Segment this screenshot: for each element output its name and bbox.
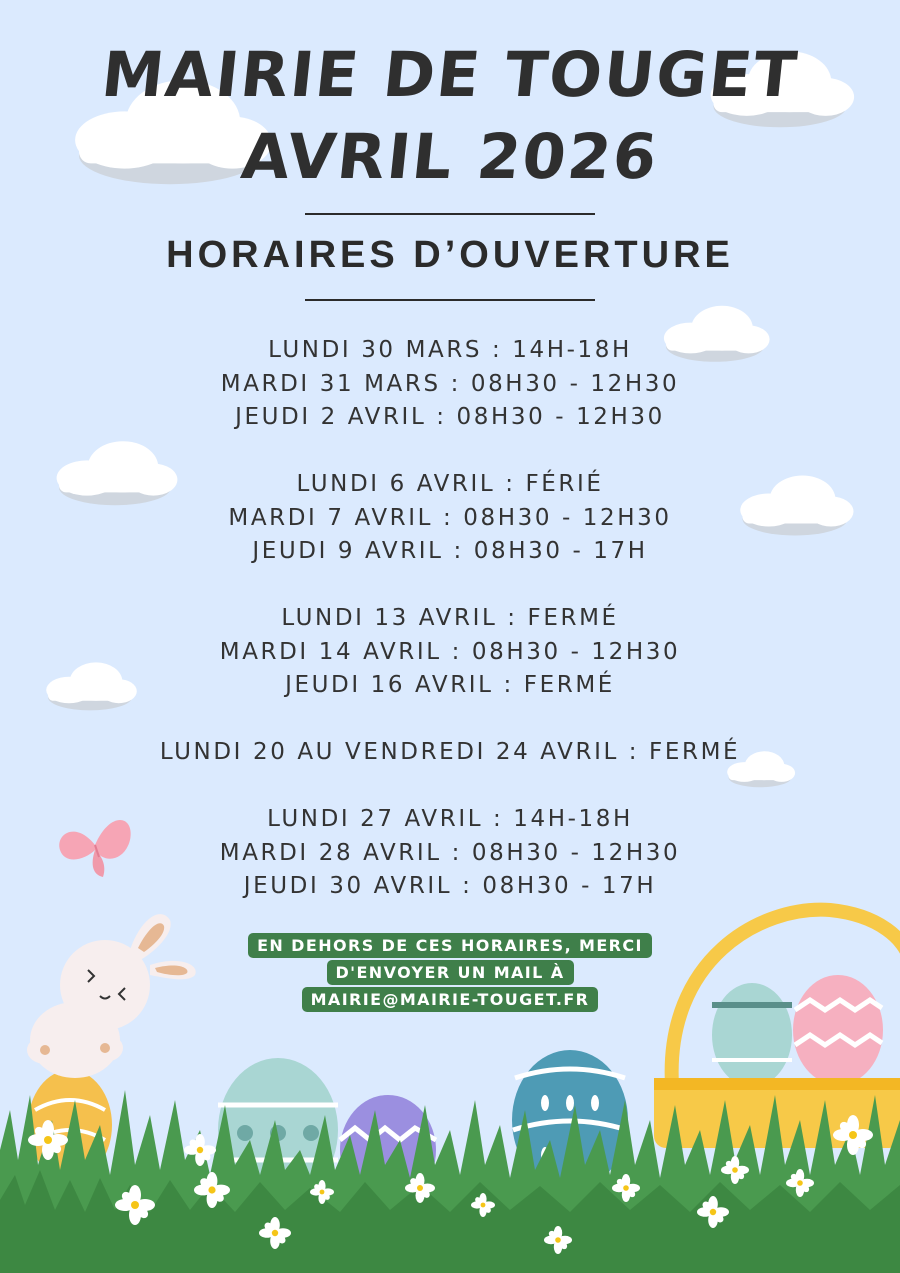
schedule-line: MARDI 7 AVRIL : 08H30 - 12H30 [228, 504, 672, 531]
group-spacer [0, 435, 900, 469]
page-title-month: AVRIL 2026 [238, 120, 662, 193]
group-spacer [0, 569, 900, 603]
divider-bottom [305, 299, 595, 301]
schedule-line: LUNDI 20 AU VENDREDI 24 AVRIL : FERMÉ [159, 739, 741, 765]
schedule-line: LUNDI 27 AVRIL : 14H-18H [267, 806, 633, 832]
schedule-line: MARDI 31 MARS : 08H30 - 12H30 [220, 370, 680, 397]
schedule-line: LUNDI 30 MARS : 14H-18H [268, 337, 632, 363]
contact-notice [150, 932, 750, 1013]
group-spacer [0, 703, 900, 737]
schedule-line: MARDI 14 AVRIL : 08H30 - 12H30 [219, 638, 681, 665]
schedule-line: JEUDI 2 AVRIL : 08H30 - 12H30 [235, 404, 665, 430]
schedule-line: JEUDI 16 AVRIL : FERMÉ [285, 672, 615, 698]
notice-line: EN DEHORS DE CES HORAIRES, MERCI [248, 933, 652, 958]
schedule-line: JEUDI 9 AVRIL : 08H30 - 17H [252, 538, 648, 564]
notice-line: D'ENVOYER UN MAIL À [327, 960, 574, 985]
group-spacer [0, 770, 900, 804]
schedule-line: JEUDI 30 AVRIL : 08H30 - 17H [243, 873, 657, 899]
notice-email: MAIRIE@MAIRIE-TOUGET.FR [302, 987, 599, 1012]
page-title: MAIRIE DE TOUGET [98, 38, 802, 111]
opening-hours-list [0, 334, 900, 904]
schedule-line: LUNDI 6 AVRIL : FÉRIÉ [296, 471, 604, 497]
schedule-line: MARDI 28 AVRIL : 08H30 - 12H30 [219, 839, 681, 866]
section-heading: HORAIRES D’OUVERTURE [166, 234, 734, 276]
divider-top [305, 213, 595, 215]
schedule-line: LUNDI 13 AVRIL : FERMÉ [281, 605, 619, 631]
